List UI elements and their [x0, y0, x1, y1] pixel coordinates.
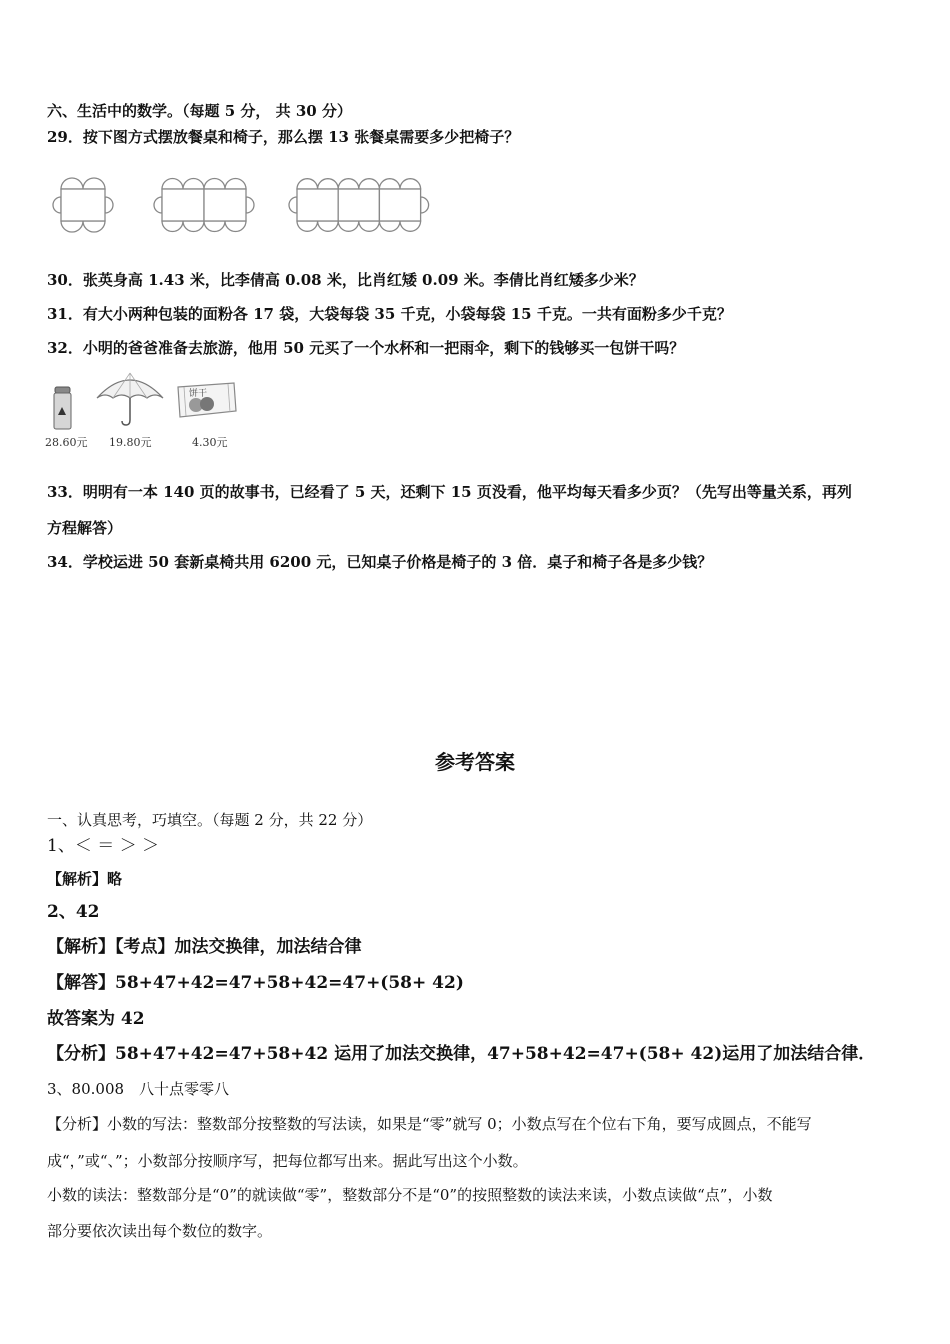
question-33-line1: 33．明明有一本 140 页的故事书，已经看了 5 天，还剩下 15 页没看，他平均每天看多少页？（先写出等量关系，再列: [47, 483, 852, 501]
answer-3-fenxi-line1: 【分析】小数的写法：整数部分按整数的写法读，如果是“零”就写 0；小数点写在个位右下角，要写成圆点，不能写: [47, 1115, 812, 1133]
answer-3-fenxi-line2: 成“，”或“、”；小数部分按顺序写，把每位都写出来。据此写出这个小数。: [47, 1152, 528, 1170]
question-30: 30．张英身高 1.43 米，比李倩高 0.08 米，比肖红矮 0.09 米。李倩比肖红矮多少米？: [47, 271, 644, 289]
question-31: 31．有大小两种包装的面粉各 17 袋，大袋每袋 35 千克，小袋每袋 15 千克。一共有面粉多少千克？: [47, 305, 732, 323]
answer-3: 3、80.008 八十点零零八: [47, 1080, 230, 1098]
answer-1-analysis: 【解析】略: [47, 870, 123, 888]
cup-price: 28.60元: [45, 436, 88, 449]
answer-3-read-line1: 小数的读法：整数部分是“0”的就读做“零”，整数部分不是“0”的按照整数的读法来读，小数点读做“点”，小数: [47, 1186, 773, 1204]
tables-chairs-figure: [44, 172, 444, 238]
biscuit-price: 4.30元: [192, 436, 228, 449]
table-group-2: [154, 179, 254, 232]
answer-2-fenxi: 【分析】58+47+42=47+58+42 运用了加法交换律，47+58+42=47+(58+ 42)运用了加法结合律．: [47, 1044, 876, 1064]
umbrella-icon: [95, 370, 165, 428]
biscuit-pack-icon: [174, 381, 238, 423]
table-group-1: [53, 178, 113, 232]
umbrella-price: 19.80元: [109, 436, 152, 449]
section6-heading: 六、生活中的数学。（每题 5 分， 共 30 分）: [47, 102, 352, 120]
answer-2-solution: 【解答】58+47+42=47+58+42=47+(58+ 42): [47, 973, 464, 993]
question-33-line2: 方程解答）: [47, 519, 123, 537]
biscuit-label: 饼干: [189, 389, 208, 399]
answers-section1-heading: 一、认真思考，巧填空。（每题 2 分，共 22 分）: [47, 811, 373, 829]
question-29: 29．按下图方式摆放餐桌和椅子，那么摆 13 张餐桌需要多少把椅子？: [47, 128, 520, 146]
answer-1: 1、＜ ＝ ＞ ＞: [47, 836, 160, 856]
answer-2: 2、42: [47, 902, 100, 922]
answer-3-read-line2: 部分要依次读出每个数位的数字。: [47, 1222, 273, 1240]
answer-2-analysis: 【解析】【考点】加法交换律，加法结合律: [47, 937, 362, 957]
cup-icon: [52, 385, 74, 431]
table-group-3: [289, 179, 429, 232]
answers-title: 参考答案: [435, 750, 515, 774]
question-34: 34．学校运进 50 套新桌椅共用 6200 元，已知桌子价格是椅子的 3 倍．桌子和椅子各是多少钱？: [47, 553, 713, 571]
question-32: 32．小明的爸爸准备去旅游，他用 50 元买了一个水杯和一把雨伞，剩下的钱够买一包饼干吗？: [47, 339, 685, 357]
answer-2-result: 故答案为 42: [47, 1009, 145, 1029]
